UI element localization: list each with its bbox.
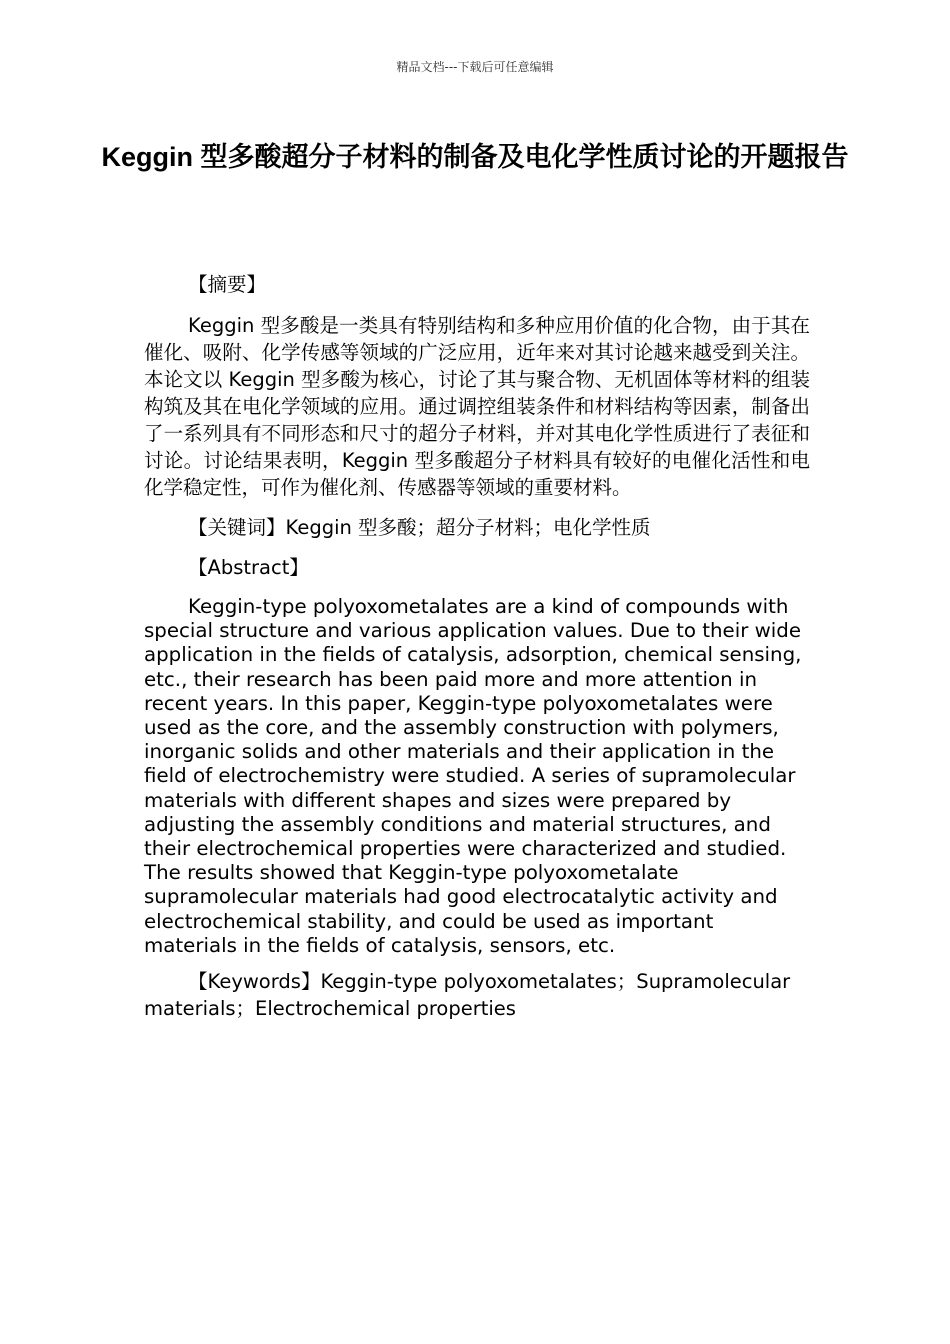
keywords-cn: 【关键词】Keggin 型多酸；超分子材料；电化学性质 xyxy=(188,516,651,539)
abstract-cn-body: Keggin 型多酸是一类具有特别结构和多种应用价值的化合物，由于其在催化、吸附、化学传感等领域的广泛应用，近年来对其讨论越来越受到关注。本论文以 Keggin 型多酸为核心，讨论了其与聚合物、无机固体等材料的组装构筑及其在电化学领域的应用。通过调控组装条件和材料结构等因素，制备出了一系列具有不同形态和尺寸的超分子材料，并对其电化学性质进行了表征和讨论。讨论结果表明，Keggin 型多酸超分子材料具有较好的电催化活性和电化学稳定性，可作为催化剂、传感器等领域的重要材料。 xyxy=(144,314,810,499)
document-title: Keggin 型多酸超分子材料的制备及电化学性质讨论的开题报告 xyxy=(101,142,849,172)
page-header-note: 精品文档---下载后可任意编辑 xyxy=(396,60,554,74)
abstract-en-body: Keggin-type polyoxometalates are a kind of compounds with special structure and various application values. Due to their wide application in the fields of catalysis, adsorption, chemical sensing, etc., their research has been paid more and more attention in recent years. In this paper, Keggin-type polyoxometalates were used as the core, and the assembly construction with polymers, inorganic solids and other materials and their application in the field of electrochemistry were studied. A series of supramolecular materials with different shapes and sizes were prepared by adjusting the assembly conditions and material structures, and their electrochemical properties were characterized and studied. The results showed that Keggin-type polyoxometalate supramolecular materials had good electrocatalytic activity and electrochemical stability, and could be used as important materials in the fields of catalysis, sensors, etc. xyxy=(144,595,802,957)
abstract-en-heading: 【Abstract】 xyxy=(188,556,309,579)
keywords-en: 【Keywords】Keggin-type polyoxometalates；Supramolecular materials；Electrochemical properties xyxy=(144,970,791,1021)
abstract-cn-heading: 【摘要】 xyxy=(188,273,267,296)
document-body xyxy=(144,270,810,1022)
